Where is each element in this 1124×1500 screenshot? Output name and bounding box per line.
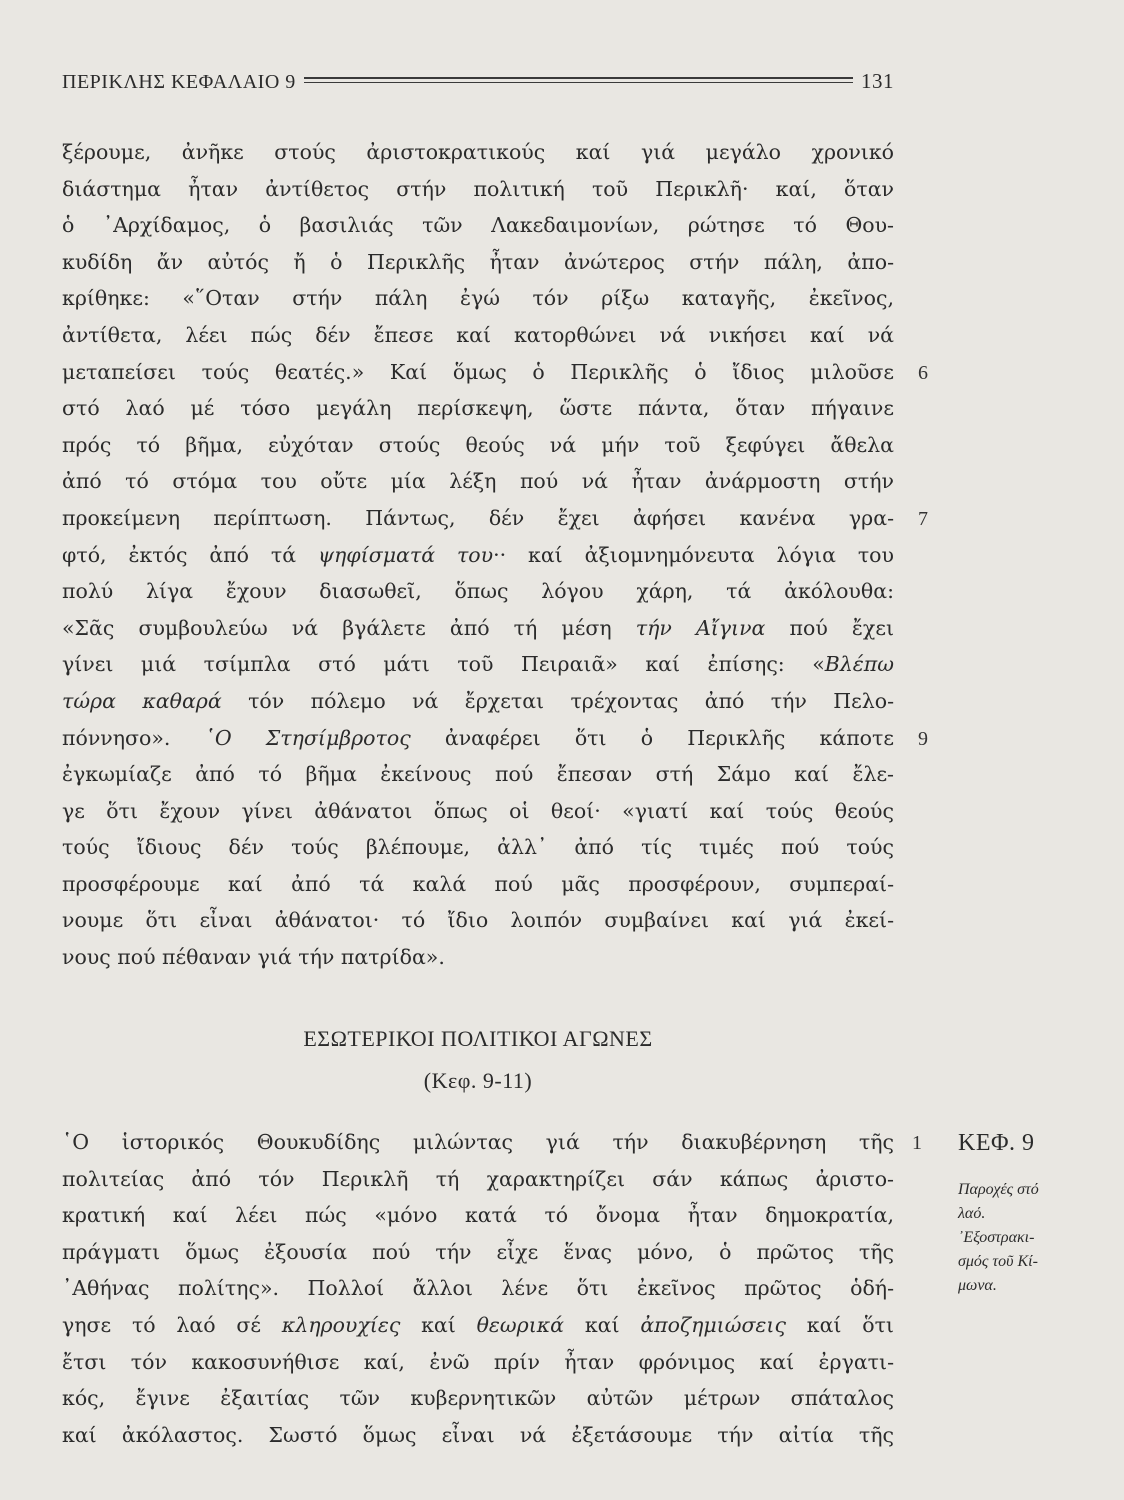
body-text-top [62, 134, 894, 976]
text-span: γίνει μιά τσίμπλα στό μάτι τοῦ Πειραιᾶ» καί ἐπίσης: « [62, 652, 825, 677]
text-line [62, 829, 894, 866]
text-line [62, 244, 894, 281]
text-span: γησε τό λαό σέ [62, 1312, 282, 1337]
sidebar-note-line: λαό. [958, 1205, 986, 1222]
text-span: ὁ ᾿Αρχίδαμος, ὁ βασιλιάς τῶν Λακεδαιμονίων, ρώτησε τό Θου- [62, 213, 894, 238]
text-line [62, 1124, 894, 1161]
text-span: πολιτείας ἀπό τόν Περικλῆ τή χαρακτηρίζει σάν κάπως ἀριστο- [62, 1166, 894, 1191]
text-line [62, 1234, 894, 1271]
text-span: πρός τό βῆμα, εὐχόταν στούς θεούς νά μήν τοῦ ξεφύγει ἄθελα [62, 432, 894, 457]
text-span: ᾿Αθήνας πολίτης». Πολλοί ἄλλοι λένε ὅτι ἐκεῖνος πρῶτος ὁδή- [62, 1276, 894, 1301]
text-line [62, 280, 894, 317]
text-line [62, 1344, 894, 1381]
text-span: μεταπείσει τούς θεατές.» Καί ὅμως ὁ Περικλῆς ὁ ἴδιος μιλοῦσε [62, 359, 894, 384]
text-line [62, 354, 894, 391]
text-line [62, 939, 894, 976]
sidebar-note-line: ᾿Εξοστρακι- [958, 1229, 1035, 1246]
text-span: πού ἔχει [765, 615, 895, 640]
text-line [62, 537, 894, 574]
italic-span: κληρουχίες [281, 1312, 401, 1337]
text-span: γε ὅτι ἔχουν γίνει ἀθάνατοι ὅπως οἱ θεοί· «γιατί καί τούς θεούς [62, 798, 894, 823]
text-line [62, 1161, 894, 1198]
section-subtitle: (Κεφ. 9-11) [423, 1068, 533, 1093]
text-line [62, 720, 894, 757]
text-span: καί [400, 1312, 477, 1337]
text-span: ῾Ο ἱστορικός Θουκυδίδης μιλώντας γιά τήν διακυβέρνηση τῆς [62, 1130, 894, 1154]
sidebar-chapter: ΚΕΦ. 9 [958, 1130, 1035, 1156]
sidebar-note-line: σμός τοῦ Κί- [958, 1253, 1038, 1270]
text-line [62, 756, 894, 793]
italic-span: ῾Ο Στησίμβροτος [204, 725, 411, 750]
text-span: πολύ λίγα ἔχουν διασωθεῖ, ὅπως λόγου χάρη, τά ἀκόλουθα: [62, 579, 894, 604]
margin-number: 1 [912, 1132, 922, 1154]
text-line [62, 793, 894, 830]
italic-span: ψηφίσματά του [317, 542, 494, 567]
text-span: προσφέρουμε καί ἀπό τά καλά πού μᾶς προσφέρουν, συμπεραί- [62, 871, 894, 896]
text-line [62, 646, 894, 683]
text-span: νους πού πέθαναν γιά τήν πατρίδα». [62, 945, 445, 970]
italic-span: ἀποζημιώσεις [640, 1312, 786, 1337]
text-line [62, 134, 894, 171]
margin-number: 6 [918, 361, 928, 384]
text-line [62, 1307, 894, 1344]
text-span: στό λαό μέ τόσο μεγάλη περίσκεψη, ὥστε πάντα, ὅταν πήγαινε [62, 396, 894, 421]
text-span: τόν πόλεμο νά ἔρχεται τρέχοντας ἀπό τήν Πελο- [221, 688, 894, 713]
text-line [62, 683, 894, 720]
text-span: τούς ἴδιους δέν τούς βλέπουμε, ἀλλ᾿ ἀπό τίς τιμές πού τούς [62, 835, 894, 860]
text-line [62, 207, 894, 244]
text-span: φτό, ἐκτός ἀπό τά [62, 542, 318, 567]
section-title: ΕΣΩΤΕΡΙΚΟΙ ΠΟΛΙΤΙΚΟΙ ΑΓΩΝΕΣ [303, 1026, 653, 1051]
text-line [62, 171, 894, 208]
sidebar-note-line: μωνα. [958, 1277, 997, 1294]
text-span: καί ὅτι [785, 1312, 894, 1337]
text-line [62, 573, 894, 610]
text-line [62, 1270, 894, 1307]
text-span: καί [564, 1312, 641, 1337]
margin-number: 7 [918, 508, 928, 530]
text-line [62, 317, 894, 354]
text-span: κός, ἔγινε ἐξαιτίας τῶν κυβερνητικῶν αὐτῶν μέτρων σπάταλος [62, 1386, 894, 1411]
text-line [62, 1417, 894, 1454]
text-span: ξέρουμε, ἀνῆκε στούς ἀριστοκρατικούς καί γιά μεγάλο χρονικό [62, 140, 894, 164]
italic-span: Βλέπω [824, 652, 894, 677]
body-text-bottom [62, 1124, 894, 1453]
text-line [62, 463, 894, 500]
italic-span: τώρα καθαρά [62, 688, 222, 713]
text-line [62, 427, 894, 464]
text-span: κρατική καί λέει πώς «μόνο κατά τό ὄνομα ἦταν δημοκρατία, [62, 1203, 894, 1228]
text-line [62, 1197, 894, 1234]
text-line [62, 1380, 894, 1417]
text-span: νουμε ὅτι εἶναι ἀθάνατοι· τό ἴδιο λοιπόν συμβαίνει καί γιά ἐκεί- [62, 908, 894, 933]
italic-span: θεωρικά [476, 1312, 565, 1337]
text-line [62, 500, 894, 537]
text-span: διάστημα ἦταν ἀντίθετος στήν πολιτική τοῦ Περικλῆ· καί, ὅταν [62, 176, 894, 201]
text-span: ·· καί ἀξιομνημόνευτα λόγια του [493, 542, 894, 567]
text-span: κυδίδη ἄν αὐτός ἤ ὁ Περικλῆς ἦταν ἀνώτερος στήν πάλη, ἀπο- [62, 249, 894, 274]
text-span: κρίθηκε: «῞Οταν στήν πάλη ἐγώ τόν ρίξω καταγῆς, ἐκεῖνος, [62, 286, 894, 311]
text-line [62, 902, 894, 939]
header-rule [304, 77, 853, 86]
text-span: ἀντίθετα, λέει πώς δέν ἔπεσε καί κατορθώνει νά νικήσει καί νά [62, 322, 894, 347]
text-span: ἐγκωμίαζε ἀπό τό βῆμα ἐκείνους πού ἔπεσαν στή Σάμο καί ἔλε- [62, 762, 894, 787]
text-line [62, 610, 894, 647]
sidebar-note-line: Παροχές στό [958, 1181, 1039, 1198]
text-span: «Σᾶς συμβουλεύω νά βγάλετε ἀπό τή μέση [62, 615, 636, 640]
text-span: ἀπό τό στόμα του οὔτε μία λέξη πού νά ἦταν ἀνάρμοστη στήν [62, 469, 894, 494]
text-span: πράγματι ὅμως ἐξουσία πού τήν εἶχε ἕνας μόνο, ὁ πρῶτος τῆς [62, 1239, 894, 1264]
sidebar-note [958, 1178, 1098, 1298]
running-title: ΠΕΡΙΚΛΗΣ ΚΕΦΑΛΑΙΟ 9 [62, 71, 296, 93]
margin-number: 9 [918, 727, 928, 750]
text-span: ἀναφέρει ὅτι ὁ Περικλῆς κάποτε [410, 725, 894, 750]
text-line [62, 866, 894, 903]
text-span: προκείμενη περίπτωση. Πάντως, δέν ἔχει ἀφήσει κανένα γρα- [62, 505, 894, 530]
text-span: καί ἀκόλαστος. Σωστό ὅμως εἶναι νά ἐξετάσουμε τήν αἰτία τῆς [62, 1422, 894, 1447]
italic-span: τήν Αἴγινα [635, 615, 766, 640]
text-span: πόννησο». [62, 725, 205, 750]
running-head [62, 62, 894, 94]
text-line [62, 390, 894, 427]
text-span: ἔτσι τόν κακοσυνήθισε καί, ἐνῶ πρίν ἦταν φρόνιμος καί ἐργατι- [62, 1349, 894, 1374]
page-number: 131 [861, 69, 894, 93]
